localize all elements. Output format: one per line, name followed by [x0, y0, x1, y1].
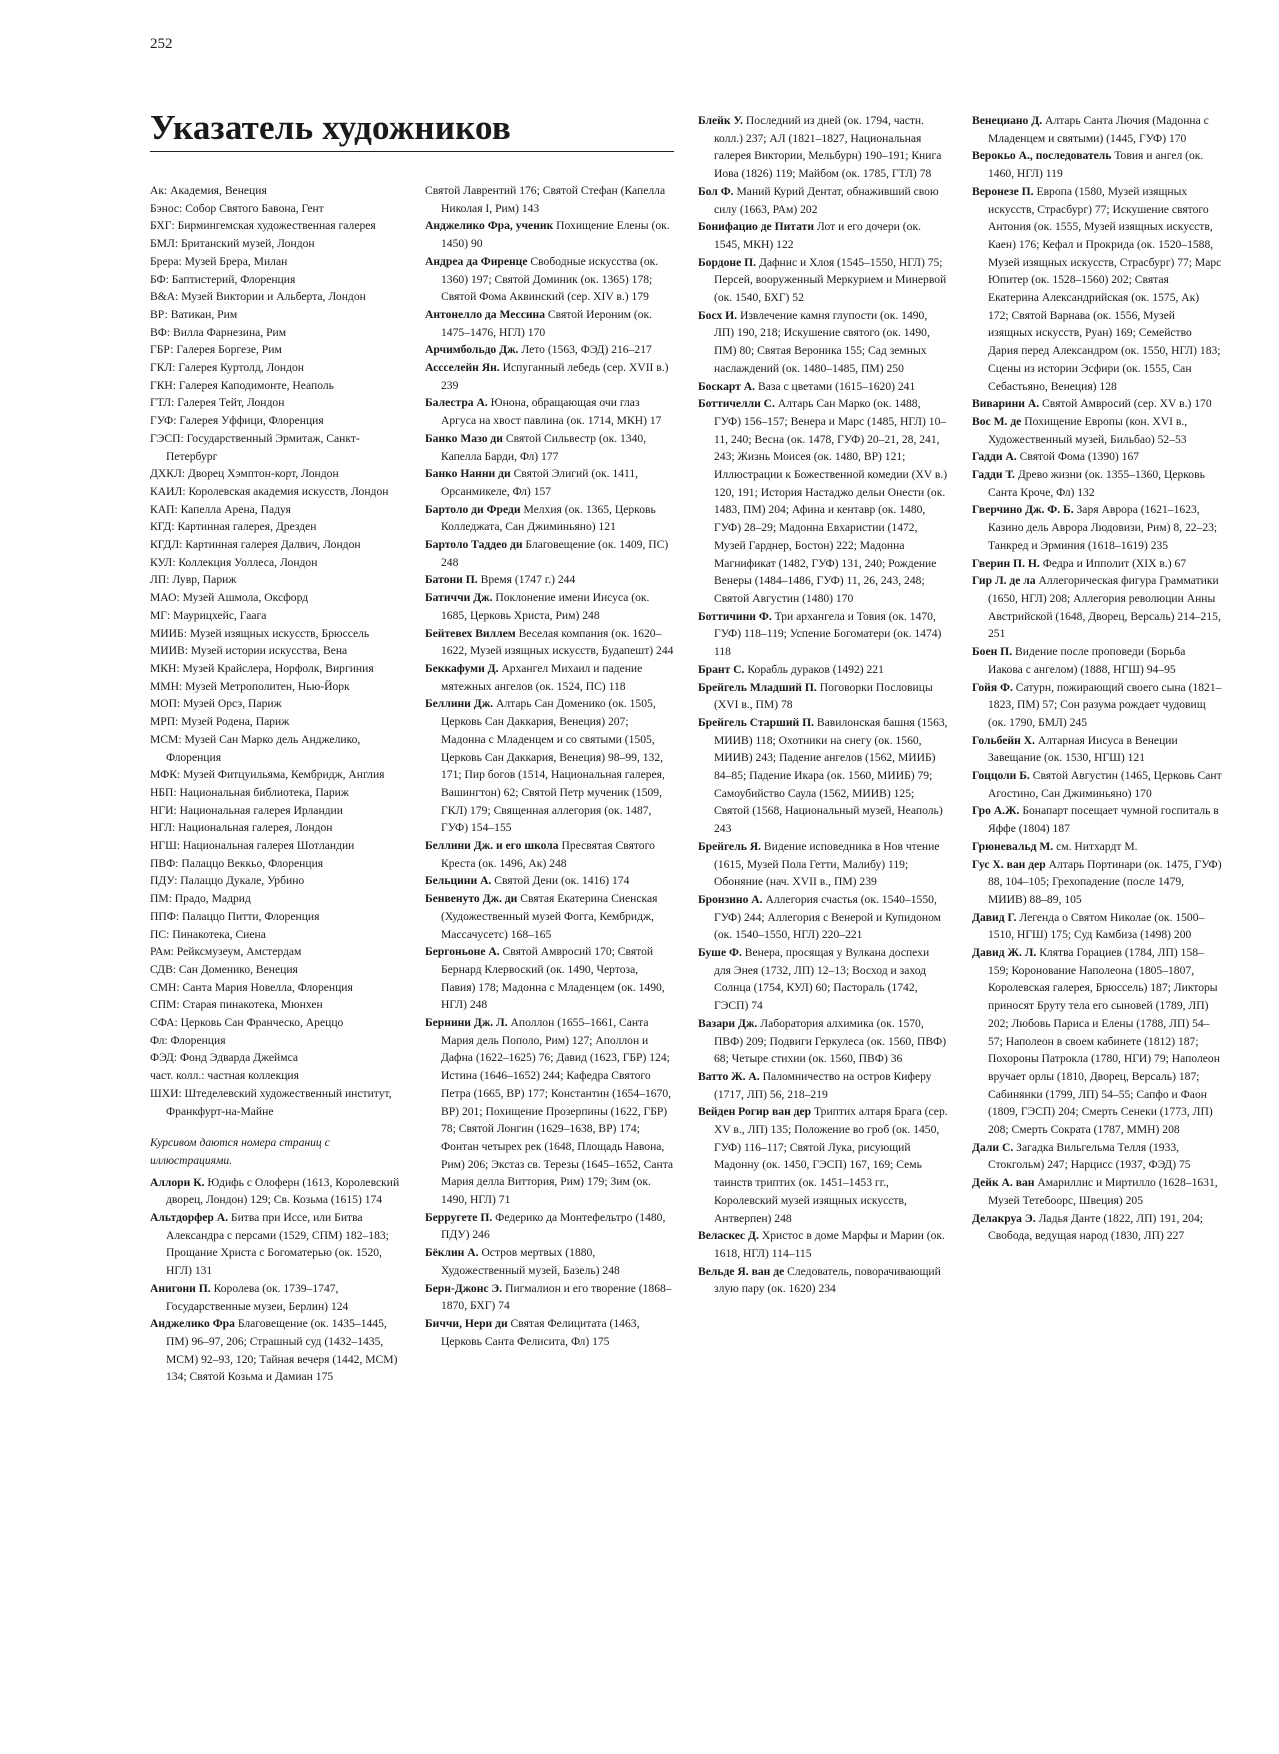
index-entry	[972, 112, 1222, 147]
artist-name: Гверин П. Н.	[972, 556, 1040, 570]
index-entry	[698, 254, 948, 307]
page-title: Указатель художников	[150, 108, 511, 147]
works-list: Пигмалион и его творение (1868–1870, БХГ) 74	[441, 1281, 672, 1313]
index-entry	[972, 555, 1222, 573]
works-list: Остров мертвых (1880, Художественный музей, Базель) 248	[441, 1246, 620, 1277]
index-entry	[425, 501, 675, 536]
index-entry	[425, 306, 675, 341]
works-list: Испуганный лебедь (сер. XVII в.) 239	[441, 361, 669, 392]
abbreviation-item: Фл: Флоренция	[150, 1033, 226, 1047]
abbreviation-item: БХГ: Бирмингемская художественная галерея	[150, 219, 376, 233]
index-entry	[425, 341, 675, 359]
artist-name: Банко Нанни ди	[425, 467, 511, 481]
artist-name: Боттичини Ф.	[698, 609, 772, 623]
artist-name: Бартоло Таддео ди	[425, 538, 523, 552]
artist-name: Вазари Дж.	[698, 1016, 758, 1030]
works-list: Дафнис и Хлоя (1545–1550, НГЛ) 75; Персей, вооруженный Меркурием и Минервой (ок. 1540, БХГ) 52	[714, 255, 947, 305]
artist-name: Гус Х. ван дер	[972, 857, 1046, 871]
works-list: Лето (1563, ФЭД) 216–217	[521, 343, 652, 357]
index-entry	[425, 536, 675, 571]
entry-list	[425, 182, 675, 1350]
artist-name: Берругете П.	[425, 1210, 493, 1224]
works-list: Сатурн, пожирающий своего сына (1821–1823, ПМ) 57; Сон разума рождает чудовищ (ок. 1790, БМЛ) 245	[988, 680, 1222, 729]
index-entry	[972, 1174, 1222, 1209]
column-1	[150, 182, 400, 1386]
works-list: Время (1747 г.) 244	[480, 573, 576, 587]
works-list: Ваза с цветами (1615–1620) 241	[757, 379, 916, 393]
works-list: Паломничество на остров Киферу (1717, ЛП) 56, 218–219	[714, 1069, 932, 1101]
index-entry	[972, 732, 1222, 767]
artist-name: Батони П.	[425, 573, 478, 587]
column-2	[425, 182, 675, 1350]
works-list: Алтарь Сан Доменико (ок. 1505, Церковь Сан Даккария, Венеция) 207; Мадонна с Младенцем и со святыми (1505, Церковь Сан Даккария, Венеция) 98–99, 132, 171; Пир богов (1514, Национальная галерея, Вашингтон) 62; Святой Петр мученик (1509, ГКЛ) 179; Священная аллегория (ок. 1487, ГУФ) 154–155	[441, 697, 665, 835]
works-list: Триптих алтаря Брага (сер. XV в., ЛП) 135; Положение во гроб (ок. 1450, ГУФ) 116–117; Святой Лука, рисующий Мадонну (ок. 1450, ГЭСП) 167, 169; Семь таинств триптих (ок. 1451–1453 гг., Королевский музей изящных искусств, Антверпен) 248	[714, 1105, 948, 1225]
artist-name: Веронезе П.	[972, 184, 1034, 198]
abbreviation-item: ВФ: Вилла Фарнезина, Рим	[150, 325, 287, 339]
works-list: Святой Сильвестр (ок. 1340, Капелла Барди, Фл) 177	[441, 431, 647, 463]
artist-name: Гадди Т.	[972, 468, 1015, 482]
artist-name: Вельде Я. ван де	[698, 1264, 785, 1278]
works-list: Венера, просящая у Вулкана доспехи для Энея (1732, ЛП) 12–13; Восход и заход Солнца (1754, КУЛ) 60; Пастораль (1742, ГЭСП) 74	[714, 946, 930, 1013]
abbreviation-item: Ак: Академия, Венеция	[150, 184, 267, 197]
works-list: Товия и ангел (ок. 1460, НГЛ) 119	[988, 149, 1204, 181]
abbreviation-item: Бэнос: Собор Святого Бавона, Гент	[150, 201, 324, 215]
artist-name: Давид Ж. Л.	[972, 946, 1037, 960]
index-entry	[698, 112, 948, 183]
artist-name: Дейк А. ван	[972, 1176, 1035, 1190]
index-entry	[698, 944, 948, 1015]
works-list: см. Нитхардт М.	[1056, 839, 1138, 853]
abbreviation-item: РАм: Рейксмузеум, Амстердам	[150, 945, 302, 959]
index-entry	[698, 183, 948, 218]
works-list: Аллегорическая фигура Грамматики (1650, НГЛ) 208; Аллегория революции Анны Австрийской (1648, Дворец, Версаль) 214–215, 251	[988, 574, 1221, 641]
works-list: Амариллис и Миртилло (1628–1631, Музей Тетебоорс, Швеция) 205	[988, 1176, 1218, 1207]
abbreviation-item: КУЛ: Коллекция Уоллеса, Лондон	[150, 555, 318, 569]
works-list: Вавилонская башня (1563, МИИВ) 118; Охотники на снегу (ок. 1560, МИИВ) 243; Падение ангелов (1562, МИИБ) 84–85; Падение Икара (ок. 1560, МИИБ) 79; Самоубийство Саула (1562, МИИВ) 125; Святой (1568, Национальный музей, Неаполь) 243	[714, 715, 948, 836]
entry-list	[150, 1174, 400, 1386]
index-entry	[698, 395, 948, 607]
works-list: Заря Аврора (1621–1623, Казино дель Аврора Людовизи, Рим) 8, 22–23; Танкред и Эрминия (1618–1619) 235	[988, 503, 1218, 552]
works-list: Алтарь Сан Марко (ок. 1488, ГУФ) 156–157; Венера и Марс (1485, НГЛ) 10–11, 240; Весна (ок. 1478, ГУФ) 20–21, 28, 241, 243; Жизнь Моисея (ок. 1480, ВР) 121; Иллюстрации к Божественной комедии (XV в.) 120, 191; История Настаджо дельи Онести (ок. 1483, ПМ) 204; Афина и кентавр (ок. 1480, ГУФ) 28–29; Мадонна Евхаристии (1472, Музей Гарднер, Бостон) 222; Мадонна Магнификат (1482, ГУФ) 131, 240; Рождение Венеры (1484–1486, ГУФ) 11, 26, 243, 248; Святой Августин (1480) 170	[714, 397, 948, 605]
works-list: Бонапарт посещает чумной госпиталь в Яффе (1804) 187	[988, 804, 1219, 836]
works-list: Маний Курий Дентат, обнаживший свою силу (1663, РАм) 202	[714, 184, 939, 216]
artist-name: Боттичелли С.	[698, 397, 775, 411]
artist-name: Антонелло да Мессина	[425, 307, 546, 321]
index-entry	[150, 1209, 400, 1280]
index-entry	[972, 183, 1222, 395]
index-entry	[150, 1315, 400, 1386]
index-entry	[150, 1280, 400, 1315]
artist-name: Беллини Дж. и его школа	[425, 839, 559, 853]
index-entry	[698, 838, 948, 891]
abbreviation-item: КГДЛ: Картинная галерея Далвич, Лондон	[150, 538, 361, 552]
index-entry	[972, 909, 1222, 944]
index-entry	[425, 589, 675, 624]
index-entry	[425, 430, 675, 465]
works-list: Похищение Елены (ок. 1450) 90	[441, 219, 670, 251]
index-entry	[698, 714, 948, 838]
works-list: Легенда о Святом Николае (ок. 1500–1510, НГШ) 175; Суд Камбиза (1498) 200	[988, 910, 1205, 942]
title-rule	[150, 151, 674, 152]
abbreviation-item: ПС: Пинакотека, Сиена	[150, 927, 266, 941]
artist-name: Вос М. де	[972, 414, 1022, 428]
works-list: Извлечение камня глупости (ок. 1490, ЛП) 190, 218; Искушение святого (ок. 1490, ПМ) 80; Святая Вероника 155; Сад земных наслаждений (ок. 1480–1485, ПМ) 250	[714, 308, 930, 375]
index-entry	[972, 1139, 1222, 1174]
index-entry	[698, 218, 948, 253]
artist-name: Бол Ф.	[698, 184, 734, 198]
entry-list	[698, 112, 948, 1298]
works-list: Святой Фома (1390) 167	[1019, 450, 1140, 464]
works-list: Алтарь Портинари (ок. 1475, ГУФ) 88, 104–105; Грехопадение (после 1479, МИИВ) 88–89, 105	[988, 857, 1222, 906]
index-entry	[425, 217, 675, 252]
column-3	[698, 112, 948, 1298]
artist-name: Гойя Ф.	[972, 680, 1013, 694]
works-list: Веселая компания (ок. 1620–1622, Музей изящных искусств, Будапешт) 244	[441, 626, 674, 658]
artist-name: Делакруа Э.	[972, 1211, 1036, 1225]
abbreviation-item: СПМ: Старая пинакотека, Мюнхен	[150, 998, 323, 1012]
index-entry	[698, 307, 948, 378]
artist-name: Берн-Джонс Э.	[425, 1281, 503, 1295]
works-list: Юдифь с Олоферн (1613, Королевский дворец, Лондон) 129; Св. Козьма (1615) 174	[166, 1175, 400, 1207]
abbreviation-item: СМН: Санта Мария Новелла, Флоренция	[150, 980, 353, 994]
works-list: Федра и Ипполит (XIX в.) 67	[1042, 556, 1187, 570]
works-list: Алтарная Иисуса в Венеции Завещание (ок. 1530, НГШ) 121	[988, 733, 1178, 765]
abbreviation-item: МАО: Музей Ашмола, Оксфорд	[150, 591, 309, 605]
index-entry	[698, 1015, 948, 1068]
index-entry	[425, 1209, 675, 1244]
index-entry	[425, 1014, 675, 1209]
artist-name: Блейк У.	[698, 114, 743, 127]
works-list: Архангел Михаил и падение мятежных ангелов (ок. 1524, ПС) 118	[441, 661, 643, 693]
index-entry	[150, 1174, 400, 1209]
abbreviation-item: БМЛ: Британский музей, Лондон	[150, 237, 315, 251]
artist-name: Брант С.	[698, 662, 745, 676]
works-list: Битва при Иссе, или Битва Александра с персами (1529, СПМ) 182–183; Прощание Христа с Богоматерью (ок. 1520, НГЛ) 131	[166, 1211, 389, 1278]
artist-name: Анигони П.	[150, 1281, 211, 1295]
entry-list	[972, 112, 1222, 1245]
artist-name: Верокьо А., последователь	[972, 149, 1112, 163]
index-entry	[972, 413, 1222, 448]
abbreviation-item: МКН: Музей Крайслера, Норфолк, Виргиния	[150, 661, 374, 675]
index-entry	[425, 660, 675, 695]
index-entry	[972, 802, 1222, 837]
artist-name: Босх И.	[698, 308, 738, 322]
index-entry	[425, 943, 675, 1014]
works-list: Благовещение (ок. 1435–1445, ПМ) 96–97, 206; Страшный суд (1432–1435, МСМ) 92–93, 120; Тайная вечеря (1442, МСМ) 134; Святой Козьма и Дамиан 175	[166, 1317, 398, 1384]
abbreviation-item: ГКН: Галерея Каподимонте, Неаполь	[150, 378, 334, 392]
abbreviation-item: НГИ: Национальная галерея Ирландии	[150, 803, 343, 817]
artist-name: Венециано Д.	[972, 114, 1043, 127]
works-list: Мелхия (ок. 1365, Церковь Колледжата, Сан Джиминьяно) 121	[441, 502, 656, 534]
artist-name: Бейтевех Виллем	[425, 626, 516, 640]
index-entry	[698, 661, 948, 679]
index-entry	[425, 571, 675, 589]
abbreviation-item: БФ: Баптистерий, Флоренция	[150, 272, 296, 286]
abbreviation-list	[150, 182, 400, 1120]
artist-name: Брейгель Старший П.	[698, 715, 814, 729]
index-entry	[972, 643, 1222, 678]
index-entry	[425, 253, 675, 306]
abbreviation-item: КГД: Картинная галерея, Дрезден	[150, 520, 317, 534]
abbreviation-item: СФА: Церковь Сан Франческо, Ареццо	[150, 1016, 344, 1030]
artist-name: Бенвенуто Дж. ди	[425, 892, 518, 906]
index-entry	[425, 465, 675, 500]
works-list: Святой Иероним (ок. 1475–1476, НГЛ) 170	[441, 307, 653, 339]
works-list: Федерико да Монтефельтро (1480, ПДУ) 246	[441, 1210, 666, 1242]
index-entry	[425, 1280, 675, 1315]
works-list: Святой Лаврентий 176; Святой Стефан (Капелла Николая I, Рим) 143	[425, 184, 666, 215]
artist-name: Гверчино Дж. Ф. Б.	[972, 503, 1074, 517]
artist-name: Грюневальд М.	[972, 839, 1054, 853]
works-list: Загадка Вильгельма Телля (1933, Стокгольм) 247; Нарцисс (1937, ФЭД) 75	[988, 1140, 1191, 1172]
abbreviation-item: Брера: Музей Брера, Милан	[150, 254, 288, 268]
index-entry	[425, 359, 675, 394]
abbreviation-item: НГЛ: Национальная галерея, Лондон	[150, 821, 333, 835]
artist-name: Банко Мазо ди	[425, 431, 503, 445]
index-entry	[972, 466, 1222, 501]
index-entry	[698, 378, 948, 396]
abbreviation-item: МФК: Музей Фитцуильяма, Кембридж, Англия	[150, 768, 385, 782]
works-list: Три архангела и Товия (ок. 1470, ГУФ) 118–119; Успение Богоматери (ок. 1474) 118	[714, 609, 942, 659]
works-list: Поговорки Пословицы (XVI в., ПМ) 78	[714, 680, 933, 712]
artist-name: Аллори К.	[150, 1175, 205, 1189]
index-entry	[972, 679, 1222, 732]
index-entry	[972, 1210, 1222, 1245]
works-list: Святой Амвросий 170; Святой Бернард Клервоский (ок. 1490, Чертоза, Павия) 178; Мадонна с Младенцем (ок. 1490, НГЛ) 248	[441, 945, 665, 1012]
index-entry	[425, 394, 675, 429]
index-entry	[972, 448, 1222, 466]
artist-name: Ватто Ж. А.	[698, 1069, 760, 1083]
abbreviation-item: КАП: Капелла Арена, Падуя	[150, 502, 291, 516]
artist-name: Боен П.	[972, 645, 1013, 659]
italic-note: Курсивом даются номера страниц с иллюстрациями.	[150, 1136, 330, 1167]
abbreviation-item: МГ: Маурицхейс, Гаага	[150, 608, 267, 622]
artist-name: Боскарт А.	[698, 379, 756, 393]
index-entry	[972, 395, 1222, 413]
works-list: Европа (1580, Музей изящных искусств, Страсбург) 77; Искушение святого Антония (ок. 1555, Музей изящных искусств, Каен) 176; Кефал и Прокрида (ок. 1520–1588, Музей изящных искусств, Страсбург) 77; Марс Юпитер (ок. 1528–1560) 202; Святая Екатерина Александрийская (ок. 1575, Ак) 172; Святой Варнава (ок. 1556, Музей изящных искусств, Руан) 169; Семейство Дария перед Александром (ок. 1550, НГЛ) 183; Сцены из истории Эсфири (ок. 1555, Сан Себастьяно, Венеция) 128	[988, 184, 1222, 393]
abbreviation-item: МОП: Музей Орсэ, Париж	[150, 697, 282, 711]
works-list: Лаборатория алхимика (ок. 1570, ПВФ) 209; Подвиги Геркулеса (ок. 1560, ПВФ) 68; Четыре стихии (ок. 1560, ПВФ) 36	[714, 1016, 947, 1066]
artist-name: Гадди А.	[972, 450, 1017, 464]
artist-name: Буше Ф.	[698, 946, 742, 960]
index-entry	[698, 1227, 948, 1262]
works-list: Аполлон (1655–1661, Санта Мария дель Пополо, Рим) 127; Аполлон и Дафна (1622–1625) 76; Давид (1623, ГБР) 124; Истина (1646–1652) 244; Кафедра Святого Петра (1665, ВР) 177; Константин (1654–1670, ВР) 201; Похищение Прозерпины (1622, ГБР) 78; Святой Лонгин (1629–1638, ВР) 174; Фонтан четырех рек (1648, Площадь Навона, Рим) 206; Экстаз св. Терезы (1645–1652, Санта Мария делла Виттория, Рим) 179; Зим (ок. 1490, НГЛ) 71	[441, 1016, 674, 1207]
works-list: Королева (ок. 1739–1747, Государственные музеи, Берлин) 124	[166, 1281, 349, 1313]
works-list: Алтарь Санта Лючия (Мадонна с Младенцем и святыми) (1445, ГУФ) 170	[988, 114, 1209, 145]
abbreviation-item: В&А: Музей Виктории и Альберта, Лондон	[150, 290, 366, 304]
artist-name: Андреа да Фиренце	[425, 254, 528, 268]
index-entry	[698, 608, 948, 661]
abbreviation-item: МРП: Музей Родена, Париж	[150, 715, 290, 729]
artist-name: Бергоньоне А.	[425, 945, 500, 959]
works-list: Благовещение (ок. 1409, ПС) 248	[441, 538, 669, 569]
abbreviation-item: ГКЛ: Галерея Куртолд, Лондон	[150, 361, 305, 375]
works-list: Древо жизни (ок. 1355–1360, Церковь Санта Кроче, Фл) 132	[988, 468, 1205, 499]
abbreviation-item: СДВ: Сан Доменико, Венеция	[150, 962, 298, 976]
artist-name: Балестра А.	[425, 396, 488, 410]
column-4	[972, 112, 1222, 1245]
artist-name: Гоццоли Б.	[972, 769, 1030, 783]
index-entry	[972, 944, 1222, 1139]
artist-name: Батиччи Дж.	[425, 591, 493, 605]
artist-name: Альтдорфер А.	[150, 1211, 229, 1225]
index-entry	[425, 872, 675, 890]
abbreviation-item: ПМ: Прадо, Мадрид	[150, 892, 251, 906]
artist-name: Беллини Дж.	[425, 697, 494, 711]
artist-name: Гир Л. де ла	[972, 574, 1036, 588]
index-entry	[425, 625, 675, 660]
works-list: Святая Екатерина Сиенская (Художественный музей Фогга, Кембридж, Массачусетс) 168–165	[441, 892, 658, 941]
index-entry	[425, 1244, 675, 1279]
works-list: Похищение Европы (кон. XVI в., Художественный музей, Бильбао) 52–53	[988, 414, 1188, 446]
artist-name: Биччи, Нери ди	[425, 1317, 508, 1330]
artist-name: Бартоло ди Фреди	[425, 502, 521, 516]
abbreviation-item: ММН: Музей Метрополитен, Нью-Йорк	[150, 679, 350, 693]
abbreviation-item: ГБР: Галерея Боргезе, Рим	[150, 343, 282, 357]
works-list: Святой Амвросий (сер. XV в.) 170	[1042, 397, 1212, 411]
artist-name: Брейгель Младший П.	[698, 680, 817, 694]
artist-name: Гольбейн Х.	[972, 733, 1035, 747]
index-entry	[972, 501, 1222, 554]
abbreviation-item: ЛП: Лувр, Париж	[150, 573, 237, 587]
artist-name: Бонифацио де Питати	[698, 220, 815, 234]
works-list: Аллегория счастья (ок. 1540–1550, ГУФ) 244; Аллегория с Венерой и Купидоном (ок. 1540–1550, НГЛ) 220–221	[714, 892, 942, 942]
artist-name: Веласкес Д.	[698, 1229, 759, 1243]
artist-name: Анджелико Фра, ученик	[425, 219, 554, 233]
works-list: Пресвятая Святого Креста (ок. 1496, Ак) 248	[441, 839, 655, 870]
artist-name: Арчимбольдо Дж.	[425, 343, 519, 357]
index-entry	[698, 891, 948, 944]
abbreviation-item: ГТЛ: Галерея Тейт, Лондон	[150, 396, 285, 410]
works-list: Видение исповедника в Нов чтение (1615, Музей Пола Гетти, Малибу) 119; Обоняние (нач. XVII в., ПМ) 239	[714, 839, 940, 889]
index-entry	[425, 182, 675, 217]
works-list: Святой Августин (1465, Церковь Сант Агостино, Сан Джиминьяно) 170	[988, 769, 1222, 800]
works-list: Юнона, обращающая очи глаз Аргуса на хвост павлина (ок. 1714, МКН) 17	[441, 396, 662, 428]
works-list: Лот и его дочери (ок. 1545, МКН) 122	[714, 220, 921, 251]
index-entry	[425, 837, 675, 872]
abbreviation-item: НГШ: Национальная галерея Шотландии	[150, 839, 355, 853]
artist-name: Бёклин А.	[425, 1246, 479, 1260]
artist-name: Анджелико Фра	[150, 1317, 235, 1331]
abbreviation-item: ФЭД: Фонд Эдварда Джеймса	[150, 1051, 299, 1065]
works-list: Ладья Данте (1822, ЛП) 191, 204; Свобода, ведущая народ (1830, ЛП) 227	[988, 1211, 1203, 1243]
artist-name: Вейден Рогир ван дер	[698, 1105, 812, 1119]
index-entry	[972, 856, 1222, 909]
works-list: Клятва Горациев (1784, ЛП) 158–159; Коронование Наполеона (1805–1807, Королевская галерея, Брюссель) 187; Ликторы приносят Бруту тела его сыновей (1789, ЛП) 202; Любовь Париса и Елены (1788, ЛП) 54–57; Наполеон в своем кабинете (1812) 187; Похороны Патрокла (1780, НГИ) 79; Наполеон вручает орлы (1810, Дворец, Версаль) 187; Сабинянки (1799, ЛП) 54–55; Сапфо и Фаон (1809, ГЭСП) 204; Смерть Сенеки (1773, ЛП) 208; Смерть Сократа (1787, ММН) 208	[988, 946, 1220, 1137]
abbreviation-item: ВР: Ватикан, Рим	[150, 307, 238, 321]
abbreviation-item: ГЭСП: Государственный Эрмитаж, Санкт-Петербург	[150, 431, 360, 463]
works-list: Христос в доме Марфы и Марии (ок. 1618, НГЛ) 114–115	[714, 1229, 945, 1260]
index-entry	[698, 1103, 948, 1227]
abbreviation-item: ДХКЛ: Дворец Хэмптон-корт, Лондон	[150, 467, 339, 481]
artist-name: Ассселейн Ян.	[425, 361, 500, 375]
artist-name: Бернини Дж. Л.	[425, 1016, 508, 1030]
index-entry	[972, 767, 1222, 802]
works-list: Поклонение имени Иисуса (ок. 1685, Церковь Христа, Рим) 248	[441, 591, 650, 622]
abbreviation-item: ППФ: Палаццо Питти, Флоренция	[150, 909, 320, 923]
abbreviation-item: МИИБ: Музей изящных искусств, Брюссель	[150, 626, 370, 640]
abbreviation-item: ПВФ: Палаццо Веккьо, Флоренция	[150, 856, 324, 870]
index-entry	[425, 890, 675, 943]
abbreviation-item: КАИЛ: Королевская академия искусств, Лондон	[150, 484, 389, 498]
abbreviation-item: ГУФ: Галерея Уффици, Флоренция	[150, 414, 324, 428]
abbreviation-item: ПДУ: Палаццо Дукале, Урбино	[150, 874, 305, 888]
works-list: Святой Дени (ок. 1416) 174	[494, 874, 630, 888]
artist-name: Давид Г.	[972, 910, 1017, 924]
artist-name: Бельцини А.	[425, 874, 492, 888]
works-list: Святая Фелицитата (1463, Церковь Санта Фелисита, Фл) 175	[441, 1317, 640, 1348]
artist-name: Бронзино А.	[698, 892, 763, 906]
index-entry	[425, 1315, 675, 1350]
artist-name: Беккафуми Д.	[425, 661, 499, 675]
artist-name: Бордоне П.	[698, 255, 757, 269]
index-entry	[425, 695, 675, 837]
works-list: Последний из дней (ок. 1794, частн. колл.) 237; АЛ (1821–1827, Национальная галерея Виктории, Мельбурн) 190–191; Книга Иова (1826) 119; Майбом (ок. 1785, ГТЛ) 78	[714, 114, 942, 181]
works-list: Святой Элигий (ок. 1411, Орсанмикеле, Фл) 157	[441, 467, 639, 498]
works-list: Видение после проповеди (Борьба Иакова с ангелом) (1888, НГШ) 94–95	[988, 645, 1186, 676]
index-entry	[972, 147, 1222, 182]
abbreviation-item: ШХИ: Штеделевский художественный институт, Франкфурт-на-Майне	[150, 1086, 392, 1118]
index-entry	[698, 679, 948, 714]
works-list: Следователь, поворачивающий злую пару (ок. 1620) 234	[714, 1264, 941, 1296]
artist-name: Виварини А.	[972, 397, 1040, 411]
works-list: Свободные искусства (ок. 1360) 197; Святой Доминик (ок. 1365) 178; Святой Фома Аквинский (сер. XIV в.) 179	[441, 254, 659, 304]
index-entry	[698, 1068, 948, 1103]
page-number: 252	[150, 36, 173, 52]
abbreviation-item: НБП: Национальная библиотека, Париж	[150, 785, 349, 799]
artist-name: Дали С.	[972, 1140, 1014, 1154]
index-entry	[698, 1263, 948, 1298]
artist-name: Гро А.Ж.	[972, 804, 1020, 818]
index-entry	[972, 572, 1222, 643]
index-entry	[972, 838, 1222, 856]
abbreviation-item: МИИВ: Музей истории искусства, Вена	[150, 644, 348, 658]
abbreviation-item: МСМ: Музей Сан Марко дель Анджелико, Флоренция	[150, 732, 361, 764]
works-list: Корабль дураков (1492) 221	[747, 662, 884, 676]
abbreviation-item: част. колл.: частная коллекция	[150, 1069, 299, 1083]
artist-name: Брейгель Я.	[698, 839, 762, 853]
